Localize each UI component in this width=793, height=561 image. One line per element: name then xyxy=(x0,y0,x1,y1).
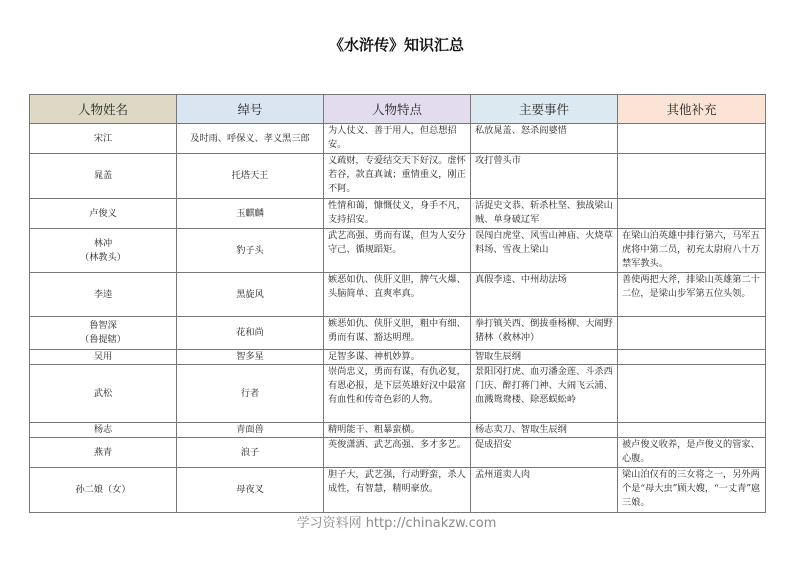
cell-extra xyxy=(618,365,766,423)
cell-traits: 英俊潇洒、武艺高强、多才多艺。 xyxy=(324,438,471,468)
table-row xyxy=(30,199,766,229)
cell-traits: 性情和蔼，慷慨仗义，身手不凡，支持招安。 xyxy=(324,199,471,229)
cell-name: 武松 xyxy=(30,365,177,423)
table-row xyxy=(30,438,766,468)
cell-nickname: 托塔天王 xyxy=(177,154,324,199)
cell-nickname: 花和尚 xyxy=(177,317,324,350)
cell-name: 燕青 xyxy=(30,438,177,468)
cell-traits: 足智多谋、神机妙算。 xyxy=(324,350,471,365)
table-row xyxy=(30,124,766,154)
header-name: 人物姓名 xyxy=(30,95,177,124)
table-row xyxy=(30,468,766,513)
header-events: 主要事件 xyxy=(471,95,618,124)
cell-traits: 胆子大，武艺强，行动野蛮，杀人成性，有智慧，精明豪放。 xyxy=(324,468,471,513)
cell-name: 卢俊义 xyxy=(30,199,177,229)
cell-name: 孙二娘（女） xyxy=(30,468,177,513)
cell-events: 真假李逵、中州劫法场 xyxy=(471,273,618,317)
cell-traits: 嫉恶如仇、侠肝义胆，脾气火爆、头脑简单、直爽率真。 xyxy=(324,273,471,317)
header-nickname: 绰号 xyxy=(177,95,324,124)
cell-nickname: 玉麒麟 xyxy=(177,199,324,229)
cell-nickname: 及时雨、呼保义、孝义黑三郎 xyxy=(177,124,324,154)
cell-extra xyxy=(618,317,766,350)
cell-events: 拳打镇关西、倒拔垂杨柳、大闹野猪林（救林冲） xyxy=(471,317,618,350)
cell-extra: 善使两把大斧，排梁山英雄第二十二位，是梁山步军第五位头领。 xyxy=(618,273,766,317)
cell-extra xyxy=(618,423,766,438)
cell-traits: 武艺高强、勇而有谋，但为人安分守己、循规蹈矩。 xyxy=(324,229,471,273)
cell-extra xyxy=(618,124,766,154)
table-header-row xyxy=(30,95,766,124)
cell-extra xyxy=(618,199,766,229)
cell-name: 鲁智深 （鲁提辖） xyxy=(30,317,177,350)
watermark-text: 学习资料网 http://chinakzw.com xyxy=(296,516,497,531)
table-row xyxy=(30,350,766,365)
cell-nickname: 黑旋风 xyxy=(177,273,324,317)
table-row xyxy=(30,273,766,317)
table-row xyxy=(30,154,766,199)
cell-name: 宋江 xyxy=(30,124,177,154)
header-traits: 人物特点 xyxy=(324,95,471,124)
cell-nickname: 青面兽 xyxy=(177,423,324,438)
cell-nickname: 母夜叉 xyxy=(177,468,324,513)
cell-nickname: 智多星 xyxy=(177,350,324,365)
cell-name: 吴用 xyxy=(30,350,177,365)
cell-events: 景阳冈打虎、血刃潘金莲、斗杀西门庆、醉打蒋门神、大闹飞云浦、血溅鸳鸯楼、除恶蜈蚣岭 xyxy=(471,365,618,423)
cell-extra: 在梁山泊英雄中排行第六，马军五虎将中第二员，初充太尉府八十万禁军教头。 xyxy=(618,229,766,273)
cell-extra xyxy=(618,350,766,365)
knowledge-table xyxy=(29,94,766,513)
cell-events: 攻打曾头市 xyxy=(471,154,618,199)
cell-events: 促成招安 xyxy=(471,438,618,468)
cell-nickname: 浪子 xyxy=(177,438,324,468)
cell-traits: 精明能干、粗暴蛮横。 xyxy=(324,423,471,438)
cell-traits: 嫉恶如仇、侠肝义胆，粗中有细、勇而有谋、豁达明理。 xyxy=(324,317,471,350)
table-row xyxy=(30,317,766,350)
cell-events: 私放晁盖、怒杀阎婆惜 xyxy=(471,124,618,154)
cell-traits: 义疏财，专爱结交天下好汉。虚怀若谷，款直真诚；重情重义，刚正不阿。 xyxy=(324,154,471,199)
cell-events: 智取生辰纲 xyxy=(471,350,618,365)
cell-name: 晁盖 xyxy=(30,154,177,199)
cell-events: 活捉史文恭、斩杀杜坚、独战梁山贼、单身破辽军 xyxy=(471,199,618,229)
header-extra: 其他补充 xyxy=(618,95,766,124)
table-row xyxy=(30,365,766,423)
table-row xyxy=(30,229,766,273)
cell-name: 李逵 xyxy=(30,273,177,317)
cell-extra: 被卢俊义收养，是卢俊义的管家、心腹。 xyxy=(618,438,766,468)
cell-traits: 为人仗义、善于用人，但总想招安。 xyxy=(324,124,471,154)
cell-nickname: 行者 xyxy=(177,365,324,423)
cell-extra: 梁山泊仅有的三女将之一，另外两个是“母大虫”顾大嫂，“一丈青”扈三娘。 xyxy=(618,468,766,513)
cell-name: 林冲 （林教头） xyxy=(30,229,177,273)
cell-events: 误闯白虎堂、风雪山神庙、火烧草料场、雪夜上梁山 xyxy=(471,229,618,273)
cell-name: 杨志 xyxy=(30,423,177,438)
cell-extra xyxy=(618,154,766,199)
cell-events: 孟州道卖人肉 xyxy=(471,468,618,513)
cell-nickname: 豹子头 xyxy=(177,229,324,273)
page-title: 《水浒传》知识汇总 xyxy=(328,36,464,54)
cell-events: 杨志卖刀、智取生辰纲 xyxy=(471,423,618,438)
table-row xyxy=(30,423,766,438)
cell-traits: 崇尚忠义，勇而有谋，有仇必复，有恩必报，是下层英雄好汉中最富有血性和传奇色彩的人物。 xyxy=(324,365,471,423)
